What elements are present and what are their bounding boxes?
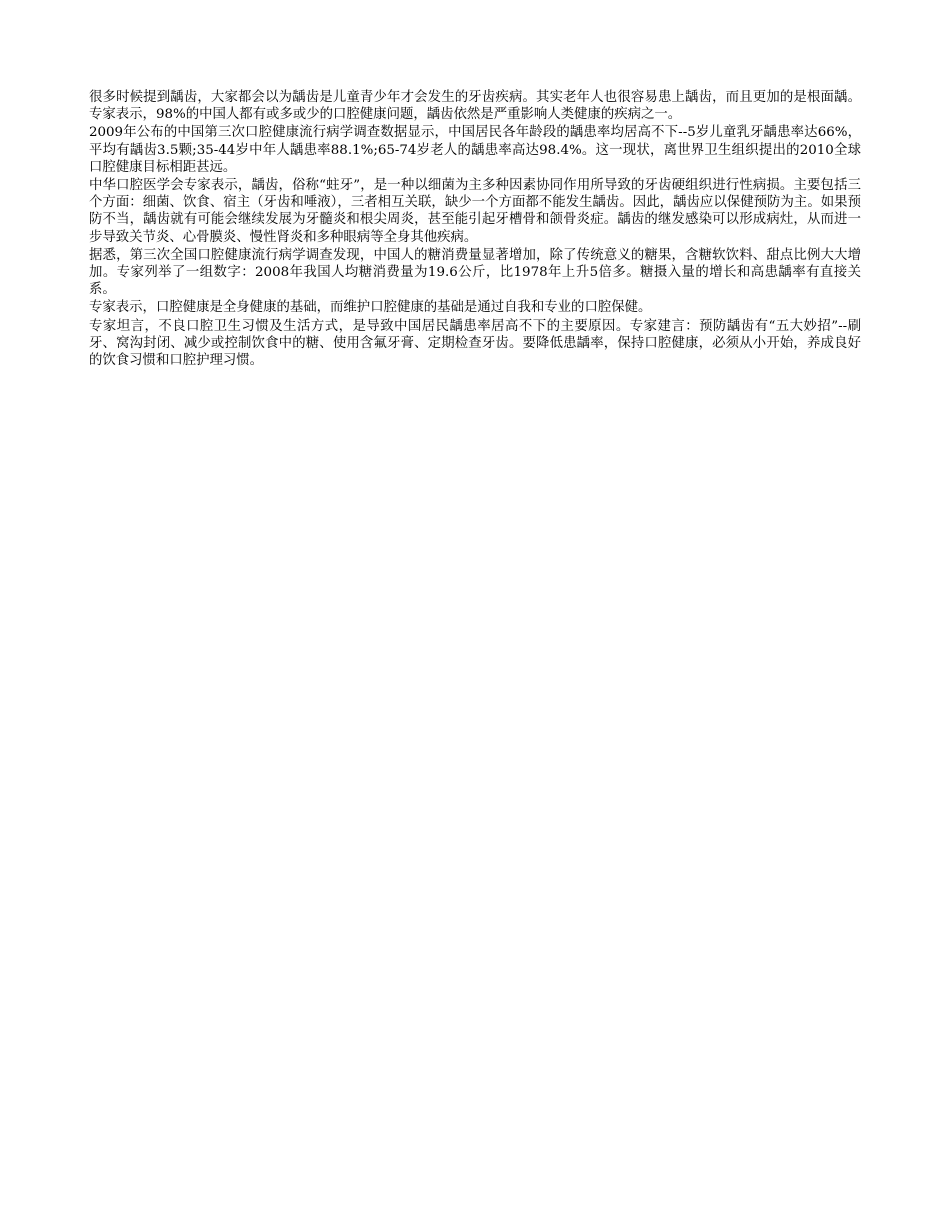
paragraph-sugar-consumption: 据悉，第三次全国口腔健康流行病学调查发现，中国人的糖消费量显著增加，除了传统意义的糖果，含糖软饮料、甜点比例大大增加。专家列举了一组数字：2008年我国人均糖消费量为19.6公斤，比1978年上升5倍多。糖摄入量的增长和高患龋率有直接关系。 — [89, 247, 861, 298]
paragraph-caries-definition: 中华口腔医学会专家表示，龋齿，俗称“蛀牙”，是一种以细菌为主多种因素协同作用所导致的牙齿硬组织进行性病损。主要包括三个方面：细菌、饮食、宿主（牙齿和唾液），三者相互关联，缺少一个方面都不能发生龋齿。因此，龋齿应以保健预防为主。如果预防不当，龋齿就有可能会继续发展为牙髓炎和根尖周炎，甚至能引起牙槽骨和颌骨炎症。龋齿的继发感染可以形成病灶，从而进一步导致关节炎、心骨膜炎、慢性肾炎和多种眼病等全身其他疾病。 — [89, 178, 861, 245]
paragraph-survey-data: 2009年公布的中国第三次口腔健康流行病学调查数据显示，中国居民各年龄段的龋患率均居高不下--5岁儿童乳牙龋患率达66%，平均有龋齿3.5颗;35-44岁中年人龋患率88.1%;65-74岁老人的龋患率高达98.4%。这一现状，离世界卫生组织提出的2010全球口腔健康目标相距甚远。 — [89, 125, 861, 175]
article-body — [89, 89, 861, 370]
paragraph-prevention-advice: 专家坦言，不良口腔卫生习惯及生活方式，是导致中国居民龋患率居高不下的主要原因。专家建言：预防龋齿有“五大妙招”--刷牙、窝沟封闭、减少或控制饮食中的糖、使用含氟牙膏、定期检查牙齿。要降低患龋率，保持口腔健康，必须从小开始，养成良好的饮食习惯和口腔护理习惯。 — [89, 318, 861, 369]
paragraph-oral-health-foundation: 专家表示，口腔健康是全身健康的基础，而维护口腔健康的基础是通过自我和专业的口腔保健。 — [89, 300, 652, 316]
paragraph-intro: 很多时候提到龋齿，大家都会以为龋齿是儿童青少年才会发生的牙齿疾病。其实老年人也很容易患上龋齿，而且更加的是根面龋。专家表示，98%的中国人都有或多或少的口腔健康问题，龋齿依然是严重影响人类健康的疾病之一。 — [89, 90, 861, 123]
